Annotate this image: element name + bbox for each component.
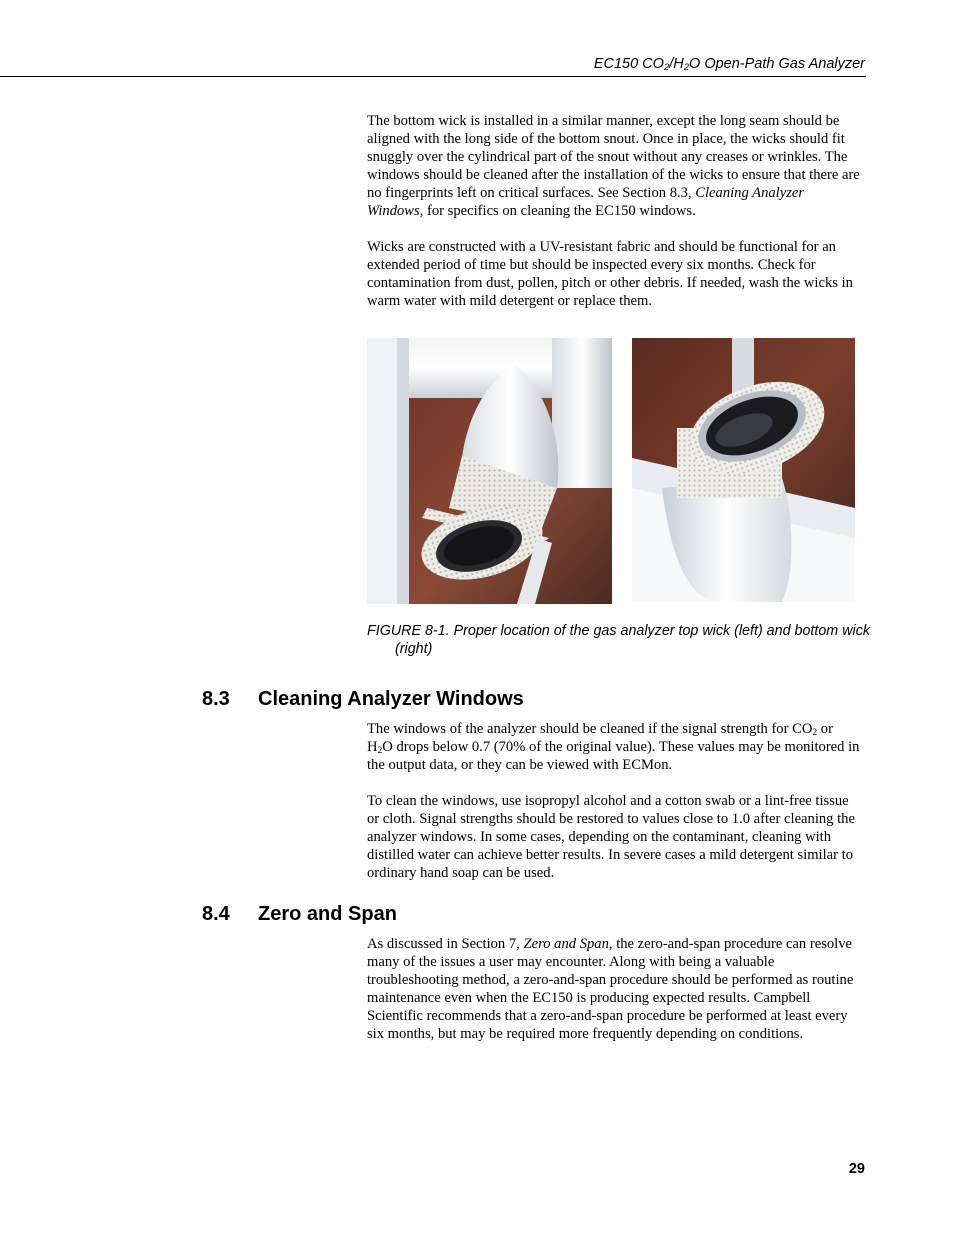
section-number: 8.3 (202, 688, 230, 710)
page-number: 29 (848, 1161, 865, 1177)
section-title: Cleaning Analyzer Windows (258, 688, 524, 710)
paragraph-cleaning-when: The windows of the analyzer should be cleaned if the signal strength for $CO_2$ or $H_2O$ drops below 0.7 (70% of the original value). These values may be monitored in the output data, or they can be viewed with ECMon. (367, 721, 860, 773)
running-header: EC150 $CO_2/H_2O$ Open-Path Gas Analyzer (593, 56, 865, 73)
paragraph-cleaning-how: To clean the windows, use isopropyl alcohol and a cotton swab or a lint-free tissue or cloth. Signal strengths should be restored to values close to 1.0 after cleaning the analyzer windows. In some cases, depending on the contaminant, cleaning with distilled water can achieve better results. In severe cases a mild detergent similar to ordinary hand soap can be used. (367, 793, 855, 881)
bottom-wick-photo (632, 338, 855, 602)
paragraph-wick-material: Wicks are constructed with a UV-resistant fabric and should be functional for an extended period of time but should be inspected every six months. Check for contamination from dust, pollen, pitch or other debris. If needed, wash the wicks in warm water with mild detergent or replace them. (367, 239, 853, 309)
paragraph-bottom-wick: The bottom wick is installed in a similar manner, except the long seam should be aligned with the long side of the bottom snout. Once in place, the wicks should fit snuggly over the cylindrical part of the snout without any creases or wrinkles. The windows should be cleaned after the installation of the wicks to ensure that there are no fingerprints left on critical surfaces. See Section 8.3, Cleaning Analyzer Windows, for specifics on cleaning the EC150 windows. (367, 113, 860, 219)
section-number: 8.4 (202, 903, 230, 925)
header-rule (0, 76, 866, 77)
section-heading-zero-span (202, 902, 397, 926)
section-reference: Cleaning Analyzer Windows (367, 185, 805, 219)
figure-caption: FIGURE 8-1. Proper location of the gas analyzer top wick (left) and bottom wick (right) (367, 623, 870, 657)
paragraph-zero-span: As discussed in Section 7, Zero and Span, the zero-and-span procedure can resolve many of the issues a user may encounter. Along with being a valuable troubleshooting method, a zero-and-span procedure should be performed as routine maintenance even when the EC150 is producing expected results. Campbell Scientific recommends that a zero-and-span procedure be performed at least every six months, but may be required more frequently depending on conditions. (367, 936, 854, 1042)
section-reference: Zero and Span (523, 936, 609, 952)
section-heading-cleaning (202, 687, 524, 711)
section-title: Zero and Span (258, 903, 397, 925)
top-wick-photo (367, 338, 612, 604)
